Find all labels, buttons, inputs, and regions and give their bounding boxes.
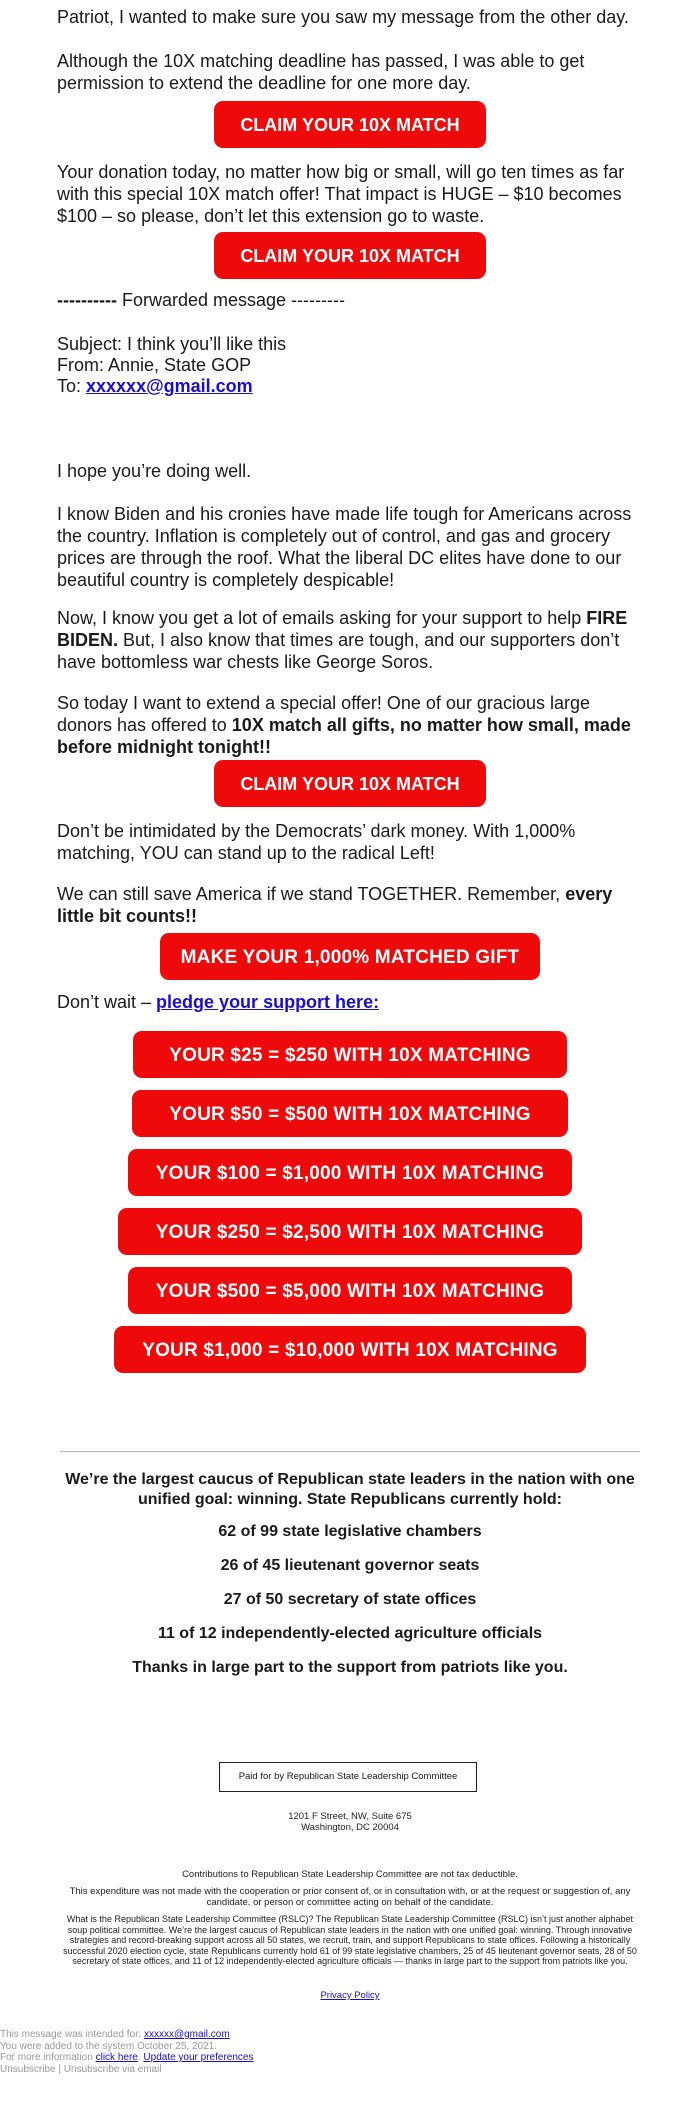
- section-divider: [60, 1451, 640, 1452]
- claim-10x-match-button-2[interactable]: CLAIM YOUR 10X MATCH: [214, 232, 486, 279]
- body-paragraph-3: [57, 607, 643, 673]
- forward-subject: Subject: I think you’ll like this: [57, 334, 287, 354]
- fire-biden-emphasis: FIRE BIDEN.: [57, 608, 628, 650]
- body-paragraph-5: Don’t be intimidated by the Democrats’ dark money. With 1,000% matching, YOU can stand up to the radical Left!: [57, 821, 576, 863]
- footer-more-info-label: For more information: [0, 2052, 96, 2063]
- donate-25-button[interactable]: YOUR $25 = $250 WITH 10X MATCHING: [133, 1031, 567, 1078]
- forward-to-email-link[interactable]: xxxxxx@gmail.com: [86, 376, 253, 396]
- body-paragraph-4-text: So today I want to extend a special offer! One of our gracious large donors has offered to: [57, 693, 590, 735]
- footer-intended-label: This message was intended for:: [0, 2029, 144, 2040]
- paid-for-box: [219, 1762, 477, 1792]
- footer-added: You were added to the system October 25, 2021.: [0, 2040, 217, 2052]
- body-paragraph-3-rest: But, I also know that times are tough, and our supporters don’t have bottomless war chests like George Soros.: [57, 630, 620, 672]
- stats-item: 62 of 99 state legislative chambers: [218, 1523, 482, 1540]
- address-line-2: Washington, DC 20004: [301, 1822, 399, 1833]
- body-paragraph-6: [57, 883, 643, 927]
- click-here-link[interactable]: click here: [95, 2052, 138, 2063]
- body-paragraph-4: [57, 692, 643, 758]
- claim-10x-match-button-3[interactable]: CLAIM YOUR 10X MATCH: [214, 760, 486, 807]
- pledge-support-link[interactable]: pledge your support here:: [156, 992, 380, 1012]
- body-paragraph-2: I know Biden and his cronies have made life tough for Americans across the country. Inflation is completely out of control, and gas and grocery prices are through the roof. What the liberal DC elites have done to our beautiful country is completely despicable!: [57, 504, 632, 590]
- donate-250-button[interactable]: YOUR $250 = $2,500 WITH 10X MATCHING: [118, 1208, 582, 1255]
- footer-intended: [0, 2029, 253, 2041]
- forward-divider: [57, 289, 345, 311]
- forward-to-label: To:: [57, 376, 87, 396]
- footer-more-info: [0, 2052, 253, 2064]
- 10x-match-emphasis: 10X match all gifts, no matter how small, made before midnight tonight!!: [57, 715, 631, 757]
- address: [57, 1811, 643, 1833]
- donate-500-button[interactable]: YOUR $500 = $5,000 WITH 10X MATCHING: [128, 1267, 572, 1314]
- update-preferences-link[interactable]: Update your preferences: [143, 2052, 254, 2063]
- donate-50-button[interactable]: YOUR $50 = $500 WITH 10X MATCHING: [132, 1090, 568, 1137]
- footer-email-link[interactable]: xxxxxx@gmail.com: [143, 2029, 230, 2040]
- unsubscribe-links[interactable]: Unsubscribe | Unsubscribe via email: [0, 2063, 162, 2075]
- forward-to: [57, 375, 253, 397]
- address-line-1: 1201 F Street, NW, Suite 675: [288, 1811, 412, 1822]
- intro-line-2: Although the 10X matching deadline has passed, I was able to get permission to extend the deadline for one more day.: [57, 51, 585, 93]
- coordination-notice: This expenditure was not made with the cooperation or prior consent of, or in consultation with, or at the request or suggestion of, any candidate, or person or committee acting on behalf of the candidate.: [69, 1886, 631, 1908]
- footer-separator: .: [137, 2052, 144, 2063]
- rslc-about: What is the Republican State Leadership Committee (RSLC)? The Republican State Leadership Committee (RSLC) isn’t just another alphabet soup political committee. We’re the largest caucus of Republican state leaders in the nation with one unified goal: winning. Through innovative strategies and record-breaking support across all 50 states, we recruit, train, and support Republicans to state offices. Following a historically successful 2020 election cycle, state Republicans currently hold 61 of 99 state legislative chambers, 25 of 45 lieutenant governor seats, 28 of 50 secretary of state offices, and 11 of 12 independently-elected agriculture officials — thanks in large part to the support from patriots like you.: [63, 1914, 637, 1966]
- stats-item: 26 of 45 lieutenant governor seats: [220, 1557, 480, 1574]
- make-matched-gift-button[interactable]: MAKE YOUR 1,000% MATCHED GIFT: [160, 933, 540, 980]
- dont-wait-text: Don’t wait –: [57, 992, 157, 1012]
- forward-divider-text: Forwarded message ---------: [116, 290, 345, 310]
- privacy-policy-link[interactable]: Privacy Policy: [320, 1990, 380, 2001]
- stats-item: 27 of 50 secretary of state offices: [223, 1591, 477, 1608]
- body-paragraph-1: I hope you’re doing well.: [57, 461, 252, 481]
- forward-divider-dashes: ----------: [57, 290, 117, 310]
- stats-item: 11 of 12 independently-elected agriculture officials: [157, 1625, 543, 1642]
- stats-intro: We’re the largest caucus of Republican state leaders in the nation with one unified goal: winning. State Republicans currently hold:: [65, 1471, 635, 1508]
- tax-notice: Contributions to Republican State Leadership Committee are not tax deductible.: [182, 1869, 518, 1880]
- footer: [0, 2029, 253, 2075]
- dont-wait-line: [57, 991, 379, 1013]
- forward-from: From: Annie, State GOP: [57, 355, 252, 375]
- claim-10x-match-button-1[interactable]: CLAIM YOUR 10X MATCH: [214, 101, 486, 148]
- donate-1000-button[interactable]: YOUR $1,000 = $10,000 WITH 10X MATCHING: [114, 1326, 586, 1373]
- intro-line-3: Your donation today, no matter how big or small, will go ten times as far with this special 10X match offer! That impact is HUGE – $10 becomes $100 – so please, don’t let this extension go to waste.: [57, 162, 625, 226]
- body-paragraph-3-text: Now, I know you get a lot of emails asking for your support to help: [57, 608, 587, 628]
- intro-line-1: Patriot, I wanted to make sure you saw my message from the other day.: [57, 7, 629, 27]
- stats-thanks: Thanks in large part to the support from patriots like you.: [132, 1659, 568, 1676]
- donate-100-button[interactable]: YOUR $100 = $1,000 WITH 10X MATCHING: [128, 1149, 572, 1196]
- paid-for-text: Paid for by Republican State Leadership Committee: [238, 1771, 458, 1782]
- body-paragraph-6-text: We can still save America if we stand TOGETHER. Remember,: [57, 884, 566, 904]
- every-little-bit-emphasis: every little bit counts!!: [57, 884, 613, 926]
